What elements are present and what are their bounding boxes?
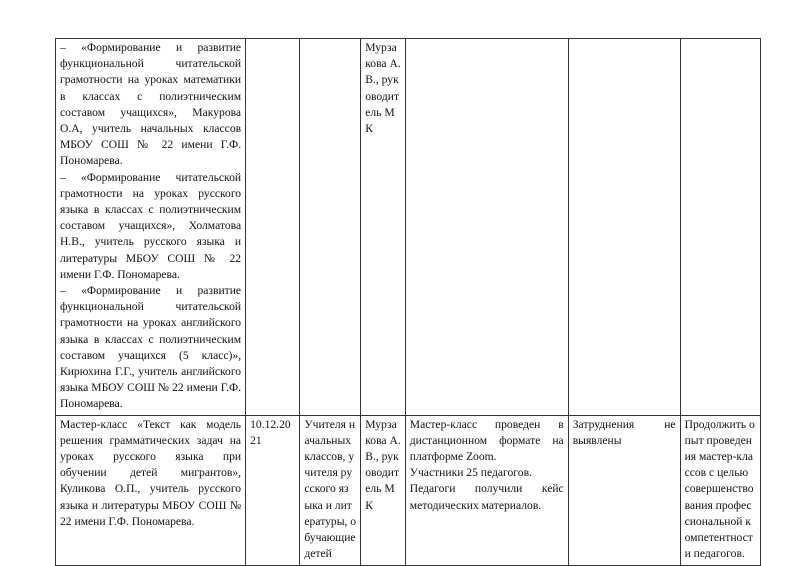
event-cell [56, 39, 246, 416]
date-cell: 10.12.2021 [246, 415, 300, 565]
responsible-cell: Мурзакова А.В., руководитель МК [361, 39, 406, 416]
proposals-cell [680, 39, 760, 416]
result-item: Участники 25 педагогов. [409, 466, 532, 480]
participants-cell [300, 39, 361, 416]
result-item: Мастер-класс проведен в дистанционном формате на платформе Zoom. [409, 417, 564, 464]
proposals-cell: Продолжить опыт проведения мастер-классов с целью совершенствования профессиональной компетентности педагогов. [680, 415, 760, 565]
report-table [55, 38, 761, 566]
event-item: – «Формирование и развитие функциональной читательской грамотности на уроках математики в классах с полиэтническим составом учащихся», Макурова О.А, учитель начальных классов МБОУ СОШ № 22 имени Г.Ф. Пономарева. [60, 41, 242, 168]
event-item: Мастер-класс «Текст как модель решения грамматических задач на уроках русского языка при обучении детей мигрантов», Куликова О.П., учитель русского языка и литературы МБОУ СОШ № 22 имени Г.Ф. Пономарева. [60, 417, 242, 528]
result-cell [405, 415, 568, 565]
event-item: – «Формирование читательской грамотности на уроках русского языка в классах с полиэтническим составом учащихся», Холматова Н.В., учитель русского языка и литературы МБОУ СОШ № 22 имени Г.Ф. Пономарева. [60, 170, 242, 281]
event-cell [56, 415, 246, 565]
result-cell [405, 39, 568, 416]
table-row [56, 39, 761, 416]
date-cell [246, 39, 300, 416]
difficulties-cell: Затруднения не выявлены [568, 415, 680, 565]
table-row [56, 415, 761, 565]
participants-cell: Учителя начальных классов, учителя русского языка и литературы, обучающие детей [300, 415, 361, 565]
event-item: – «Формирование и развитие функциональной читательской грамотности на уроках английского языка в классах с полиэтническим составом учащихся (5 класс)», Кирюхина Г.Г., учитель английского языка МБОУ СОШ № 22 имени Г.Ф. Пономарева. [60, 284, 242, 411]
difficulties-cell [568, 39, 680, 416]
result-item: Педагоги получили кейс методических материалов. [409, 482, 564, 512]
responsible-cell: Мурзакова А.В., руководитель МК [361, 415, 406, 565]
